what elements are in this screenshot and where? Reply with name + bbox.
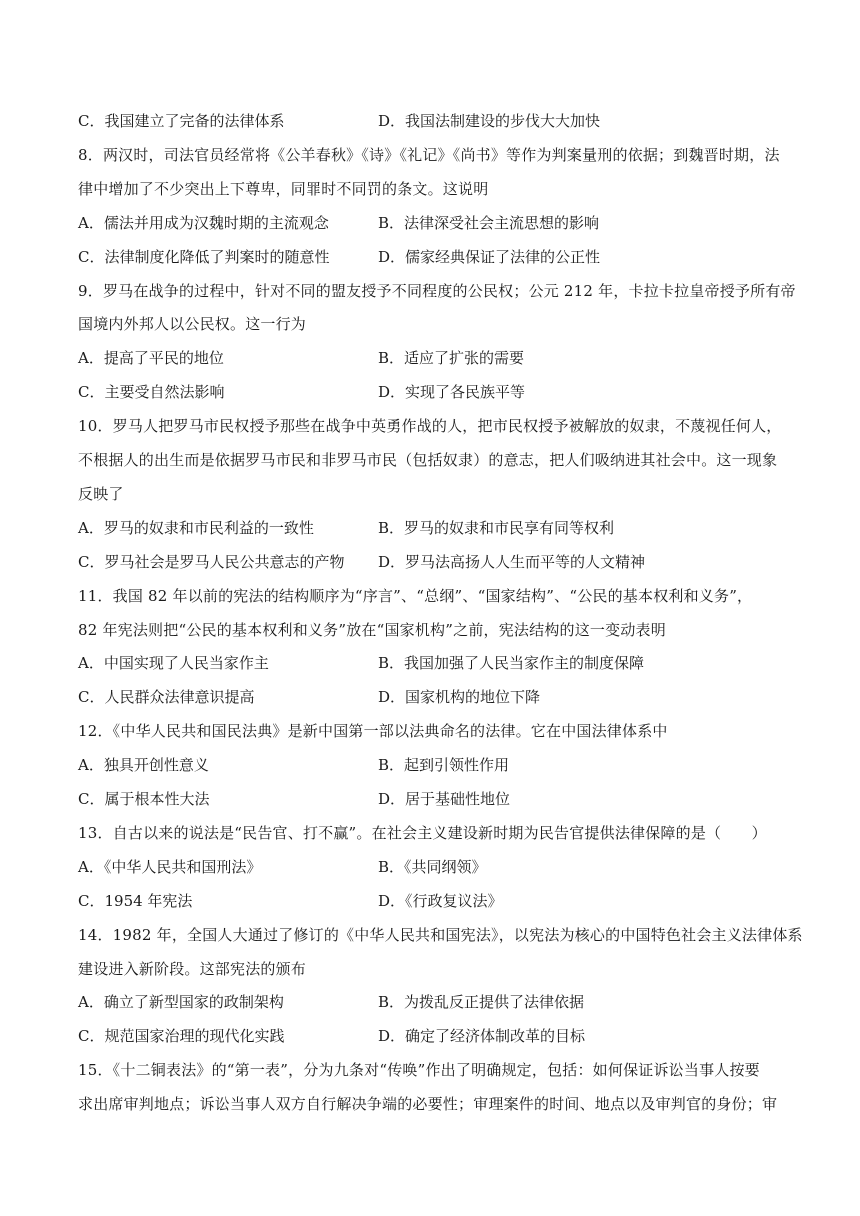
option-right: B．《共同纲领》 (378, 858, 487, 876)
question-text-line: 11．我国 82 年以前的宪法的结构顺序为“序言”、“总纲”、“国家结构”、“公民的基本权利和义务”， (78, 587, 753, 605)
question-text-line: 15．《十二铜表法》的“第一表”，分为九条对“传唤”作出了明确规定，包括：如何保证诉讼当事人按要 (78, 1061, 760, 1079)
option-right: B．起到引领性作用 (378, 756, 510, 774)
option-row (78, 111, 784, 131)
option-left: C．我国建立了完备的法律体系 (78, 112, 285, 130)
option-left: A．《中华人民共和国刑法》 (78, 858, 262, 876)
question-text-line: 12．《中华人民共和国民法典》是新中国第一部以法典命名的法律。它在中国法律体系中 (78, 722, 668, 740)
question-text-line: 10．罗马人把罗马市民权授予那些在战争中英勇作战的人，把市民权授予被解放的奴隶，不蔑视任何人， (78, 417, 782, 435)
option-row (78, 992, 784, 1012)
question-text-line: 8．两汉时，司法官员经常将《公羊春秋》《诗》《礼记》《尚书》等作为判案量刑的依据；到魏晋时期，法 (78, 146, 780, 164)
question-text-line: 13．自古以来的说法是“民告官、打不赢”。在社会主义建设新时期为民告官提供法律保障的是（ ） (78, 824, 767, 842)
option-row (78, 687, 784, 707)
option-left: A．罗马的奴隶和市民利益的一致性 (78, 519, 314, 537)
option-left: A．独具开创性意义 (78, 756, 209, 774)
question-text-line: 建设进入新阶段。这部宪法的颁布 (78, 960, 307, 978)
option-right: D．儒家经典保证了法律的公正性 (378, 248, 601, 266)
option-row (78, 755, 784, 775)
option-right: D．《行政复议法》 (378, 892, 503, 910)
question-text-line: 82 年宪法则把“公民的基本权利和义务”放在“国家机构”之前，宪法结构的这一变动表明 (78, 621, 666, 639)
option-right: B．罗马的奴隶和市民享有同等权利 (378, 519, 615, 537)
option-right: B．适应了扩张的需要 (378, 349, 525, 367)
option-right: D．实现了各民族平等 (378, 383, 526, 401)
option-row (78, 213, 784, 233)
option-right: D．罗马法高扬人人生而平等的人文精神 (378, 553, 646, 571)
question-text-line: 反映了 (78, 485, 124, 503)
option-left: C．规范国家治理的现代化实践 (78, 1027, 285, 1045)
question-text-line: 不根据人的出生而是依据罗马市民和非罗马市民（包括奴隶）的意志，把人们吸纳进其社会中。这一现象 (78, 451, 778, 469)
option-row (78, 891, 784, 911)
question-text-line: 国境内外邦人以公民权。这一行为 (78, 315, 307, 333)
option-right: B．为拨乱反正提供了法律依据 (378, 993, 585, 1011)
question-text-line: 求出席审判地点；诉讼当事人双方自行解决争端的必要性；审理案件的时间、地点以及审判官的身份；审 (78, 1095, 778, 1113)
option-row (78, 247, 784, 267)
option-right: B．法律深受社会主流思想的影响 (378, 214, 600, 232)
option-left: C．属于根本性大法 (78, 790, 210, 808)
option-left: A．确立了新型国家的政制架构 (78, 993, 284, 1011)
option-left: A．提高了平民的地位 (78, 349, 224, 367)
option-left: C．罗马社会是罗马人民公共意志的产物 (78, 553, 345, 571)
option-row (78, 552, 784, 572)
option-right: D．确定了经济体制改革的目标 (378, 1027, 586, 1045)
option-left: A．儒法并用成为汉魏时期的主流观念 (78, 214, 329, 232)
option-right: B．我国加强了人民当家作主的制度保障 (378, 654, 645, 672)
option-row (78, 382, 784, 402)
option-row (78, 789, 784, 809)
option-left: C．人民群众法律意识提高 (78, 688, 255, 706)
option-row (78, 518, 784, 538)
option-row (78, 1026, 784, 1046)
option-row (78, 653, 784, 673)
question-text-line: 14．1982 年，全国人大通过了修订的《中华人民共和国宪法》，以宪法为核心的中国特色社会主义法律体系 (78, 926, 803, 944)
option-left: C．主要受自然法影响 (78, 383, 225, 401)
option-left: A．中国实现了人民当家作主 (78, 654, 269, 672)
option-right: D．国家机构的地位下降 (378, 688, 541, 706)
option-left: C．法律制度化降低了判案时的随意性 (78, 248, 330, 266)
option-left: C．1954 年宪法 (78, 892, 193, 910)
question-text-line: 律中增加了不少突出上下尊卑，同罪时不同罚的条文。这说明 (78, 180, 489, 198)
option-row (78, 348, 784, 368)
question-text-line: 9．罗马在战争的过程中，针对不同的盟友授予不同程度的公民权；公元 212 年，卡拉卡拉皇帝授予所有帝 (78, 282, 796, 300)
option-right: D．居于基础性地位 (378, 790, 511, 808)
option-row (78, 857, 784, 877)
option-right: D．我国法制建设的步伐大大加快 (378, 112, 601, 130)
